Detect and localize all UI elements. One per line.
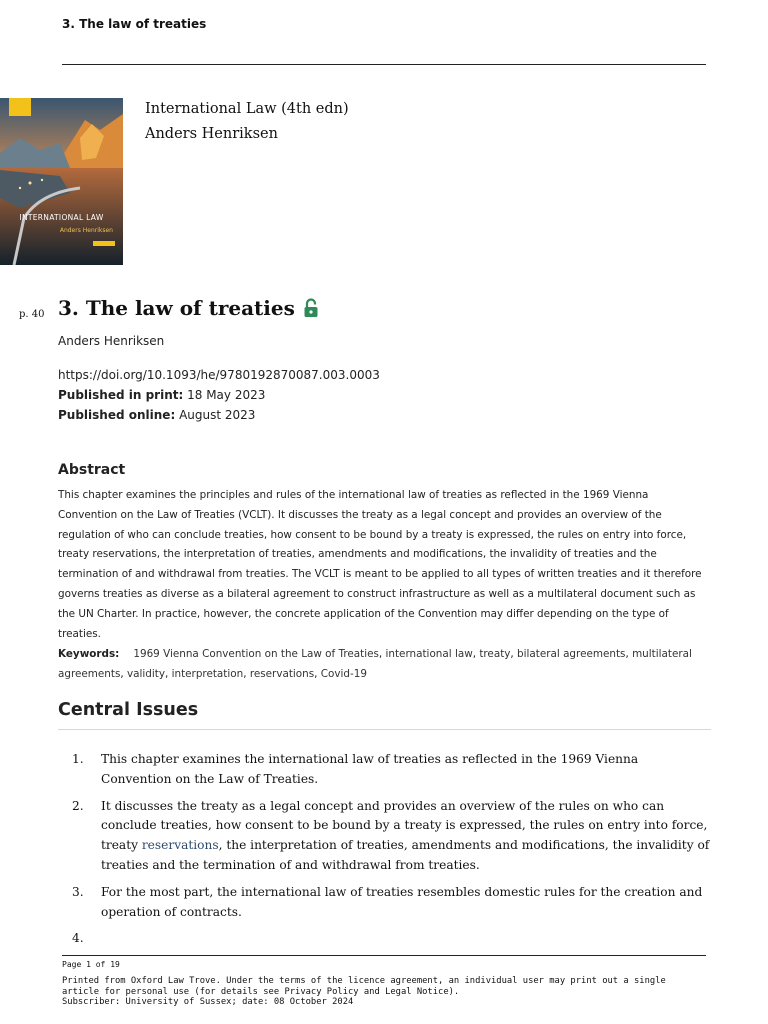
list-item-number: 1. [72, 752, 84, 766]
published-print-date: 18 May 2023 [187, 388, 266, 402]
keywords-label: Keywords: [58, 648, 120, 660]
list-item-number: 3. [72, 884, 84, 899]
page-separator: of [90, 960, 111, 969]
list-item-text: For the most part, the international law of treaties resembles domestic rules for the creation and operation of contracts. [101, 884, 703, 919]
list-item-text: This chapter examines the international law of treaties as reflected in the 1969 Vienna Convention on the Law of Treaties. [101, 752, 639, 786]
chapter-author[interactable]: Anders Henriksen [58, 334, 165, 348]
list-item-number: 2. [72, 798, 84, 813]
glossary-link-reservations[interactable]: reservations [141, 838, 219, 853]
published-print-label: Published in print: [58, 388, 184, 402]
cover-landscape-image [0, 98, 123, 265]
keyword-link[interactable]: Covid-19 [320, 667, 367, 680]
book-info [145, 97, 349, 147]
footer-divider [62, 955, 706, 956]
page-marker: p. 40 [19, 309, 45, 320]
cover-author: Anders Henriksen [59, 227, 113, 234]
published-online [58, 408, 255, 422]
page-total: 19 [110, 960, 120, 969]
header-divider [62, 64, 706, 65]
list-item [58, 883, 710, 923]
published-print [58, 388, 265, 402]
keyword-link[interactable]: reservations [249, 667, 315, 680]
unlocked-padlock-icon [303, 298, 319, 318]
keyword-link[interactable]: treaty [479, 648, 511, 660]
publisher-badge [9, 98, 31, 116]
abstract-heading: Abstract [58, 462, 126, 478]
abstract-text: This chapter examines the principles and rules of the international law of treaties as reflected in the 1969 Vienna Convention on the Law of Treaties (VCLT). It discusses the treaty as a legal concept and provides an overview of the regulation of who can conclude treaties, how consent to be bound by a treaty is expressed, the rules on entry into force, treaty reservations, the interpretation of treaties, amendments and modifications, the invalidity of treaties and the termination of and withdrawal from treaties. The VCLT is meant to be applied to all types of written treaties and it therefore governs treaties as diverse as a bilateral agreement to construct infrastructure as well as a multilateral document such as the UN Charter. In practice, however, the concrete application of the Convention may differ depending on the type of treaties. [58, 489, 702, 640]
keyword-link[interactable]: 1969 Vienna Convention on the Law of Treaties [133, 648, 379, 660]
list-item-number: 4. [72, 931, 84, 946]
chapter-title-text: 3. The law of treaties [58, 296, 295, 320]
keyword-link[interactable]: interpretation [171, 667, 244, 680]
list-item [58, 797, 710, 876]
doi-link[interactable]: https://doi.org/10.1093/he/9780192870087.003.0003 [58, 368, 380, 382]
keyword-link[interactable]: multilateral agreements [58, 648, 692, 680]
running-head: 3. The law of treaties [62, 17, 207, 31]
book-author: Anders Henriksen [145, 126, 278, 142]
published-online-label: Published online: [58, 408, 176, 422]
keyword-link[interactable]: international law [385, 648, 473, 660]
list-item [58, 750, 710, 790]
cover-title: INTERNATIONAL LAW [19, 213, 104, 222]
keyword-link[interactable]: validity [127, 667, 165, 680]
book-cover[interactable] [0, 98, 123, 265]
keyword-link[interactable]: bilateral agreements [517, 648, 626, 660]
subscriber-line: Subscriber: University of Sussex; date: 08 October 2024 [62, 997, 354, 1007]
page-counter [62, 960, 120, 969]
page-prefix: Page [62, 960, 87, 969]
published-online-date: August 2023 [179, 408, 256, 422]
central-issues-divider [58, 729, 711, 730]
list-item-text: It discusses the treaty as a legal concept and provides an overview of the rules on who can conclude treaties, how consent to be bound by a treaty is expressed, the rules on entry into force, treaty [101, 798, 708, 853]
page-current: 1 [86, 960, 91, 969]
list-item-text-continued: , the interpretation of treaties, amendments and modifications, the invalidity of treaties and the termination of and withdrawal from treaties. [101, 838, 710, 872]
licence-notice: Printed from Oxford Law Trove. Under the terms of the licence agreement, an individual user may print out a single article for personal use (for details see Privacy Policy and Legal Notice). [62, 976, 666, 997]
chapter-title [58, 296, 319, 320]
central-issues-heading: Central Issues [58, 700, 199, 720]
central-issues-list [58, 750, 710, 946]
edition-badge [93, 241, 115, 246]
keywords: Keywords: 1969 Vienna Convention on the Law of Treaties, international law, treaty, bilateral agreements, multilateral agreements, validity, interpretation, reservations, Covid-19 [58, 648, 692, 680]
book-title[interactable]: International Law (4th edn) [145, 101, 349, 117]
